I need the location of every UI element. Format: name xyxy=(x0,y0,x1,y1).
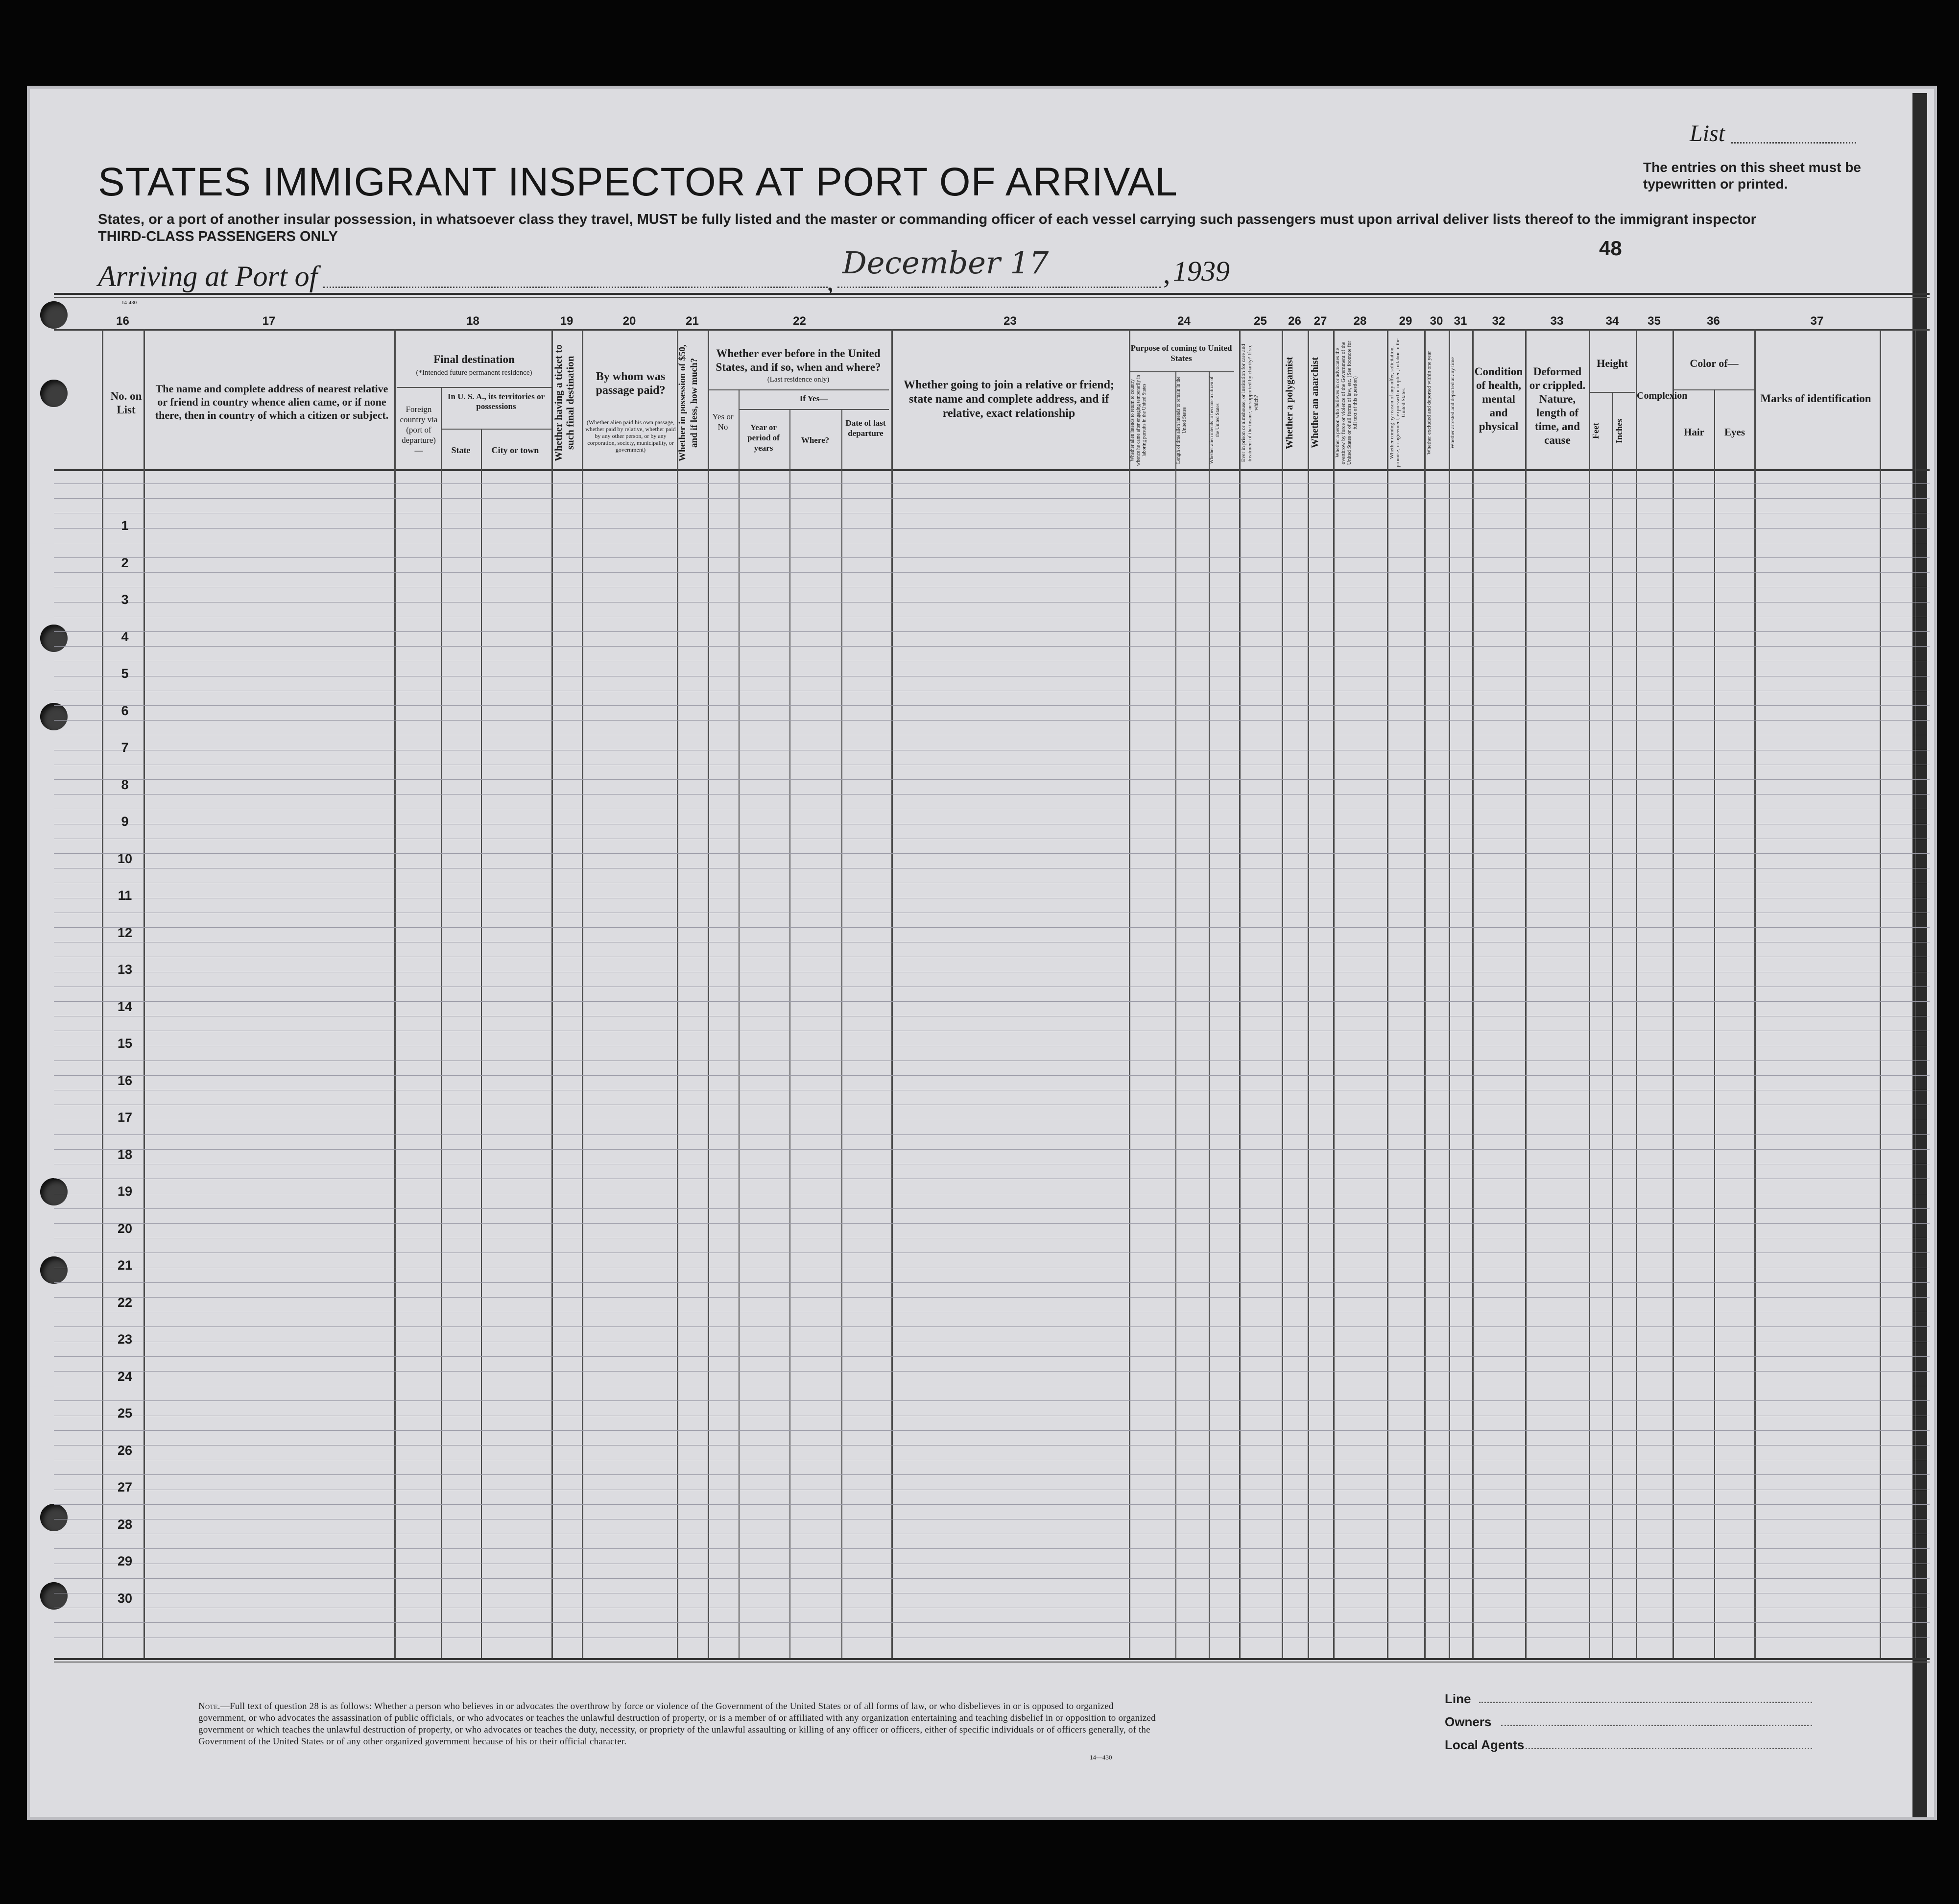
header-ever-before-us: Whether ever before in the United States, and if so, when and where? xyxy=(716,347,881,373)
binder-hole xyxy=(40,380,68,407)
column-number: 18 xyxy=(466,314,479,328)
header-excluded: Whether excluded and deported within one year xyxy=(1426,351,1432,455)
owners-label: Owners xyxy=(1445,1714,1492,1729)
header-possession-50: Whether in possession of $50, and if less, how much? xyxy=(677,344,699,461)
column-number: 37 xyxy=(1810,314,1824,328)
header-join-relative: Whether going to join a relative or friend; state name and complete address, and if relative, exact relationship xyxy=(904,379,1114,420)
column-number: 28 xyxy=(1353,314,1367,328)
header-in-usa: In U. S. A., its territories or possessions xyxy=(447,392,545,411)
row-number: 7 xyxy=(121,740,129,755)
header-purpose-citizen: Whether alien intends to become a citizen of the United States xyxy=(1209,376,1220,464)
header-passage-paid: By whom was passage paid? xyxy=(596,370,666,397)
line-label: Line xyxy=(1445,1691,1471,1706)
row-number: 11 xyxy=(118,888,132,903)
row-number: 22 xyxy=(117,1295,133,1310)
row-number: 27 xyxy=(117,1480,133,1494)
column-number: 34 xyxy=(1605,314,1619,328)
row-number: 14 xyxy=(117,999,133,1014)
header-if-yes: If Yes— xyxy=(799,394,828,403)
row-number: 20 xyxy=(117,1221,133,1236)
form-title: STATES IMMIGRANT INSPECTOR AT PORT OF ARRIVAL xyxy=(98,160,1178,204)
row-number: 13 xyxy=(117,962,133,977)
row-number: 24 xyxy=(117,1369,133,1384)
row-number: 26 xyxy=(117,1443,133,1458)
port-field[interactable] xyxy=(323,287,828,288)
column-number: 23 xyxy=(1003,314,1017,328)
comma: , xyxy=(1163,258,1171,289)
instruction-line: States, or a port of another insular possession, in whatsoever class they travel, MUST be fully listed and the master or commanding officer of each vessel carrying such passengers must upon arrival deliver lists thereof to the immigrant inspector xyxy=(98,212,1756,227)
footnote-q28 xyxy=(198,1701,1158,1748)
page-edge-shadow xyxy=(1912,93,1927,1817)
column-number: 29 xyxy=(1399,314,1412,328)
class-line: THIRD-CLASS PASSENGERS ONLY xyxy=(98,229,338,244)
date-field-line xyxy=(837,287,1161,288)
header-no-on-list: No. on List xyxy=(110,390,142,416)
header-final-destination-note: (*Intended future permanent residence) xyxy=(416,369,532,377)
row-number: 6 xyxy=(121,703,129,718)
column-number: 35 xyxy=(1648,314,1661,328)
row-number: 12 xyxy=(117,925,133,940)
column-number: 22 xyxy=(793,314,806,328)
header-height: Height xyxy=(1597,357,1628,369)
header-passage-note: (Whether alien paid his own passage, whether paid by relative, whether paid by any other person, or by any corporation, society, municipality, or government) xyxy=(585,419,676,453)
header-final-destination: Final destination xyxy=(433,353,515,365)
column-number: 16 xyxy=(116,314,129,328)
column-number: 20 xyxy=(622,314,636,328)
header-last-residence: (Last residence only) xyxy=(767,376,830,384)
column-number: 32 xyxy=(1492,314,1505,328)
row-number: 9 xyxy=(121,814,129,829)
header-prison: Ever in prison or almshouse, or institution for care and treatment of the insane, or supported by charity? If so, which? xyxy=(1241,344,1259,462)
row-number: 23 xyxy=(117,1332,133,1347)
column-number: 19 xyxy=(560,314,573,328)
header-purpose-length: Length of time alien intends to remain in the United States xyxy=(1176,376,1187,464)
row-number: 10 xyxy=(117,851,133,866)
sheet-number: 48 xyxy=(1599,237,1622,260)
header-state: State xyxy=(451,445,471,455)
header-labor-offer: Whether coming by reason of any offer, solicitation, promise, or agreement, expressed or implied, to labor in the United States xyxy=(1389,338,1407,467)
header-purpose-return: Whether alien intends to return to country whence he came after engaging temporarily in laboring pursuits in the United States xyxy=(1130,375,1147,466)
binder-hole xyxy=(40,625,68,652)
row-number: 30 xyxy=(117,1591,133,1606)
header-health: Condition of health, mental and physical xyxy=(1474,365,1523,433)
binder-hole xyxy=(40,1256,68,1284)
header-feet: Feet xyxy=(1591,423,1601,439)
header-polygamist: Whether a polygamist xyxy=(1284,357,1295,449)
column-number: 26 xyxy=(1288,314,1301,328)
header-foreign-country: Foreign country via (port of departure)— xyxy=(400,405,438,455)
row-number: 28 xyxy=(117,1517,133,1532)
header-anarchist: Whether an anarchist xyxy=(1310,357,1320,449)
header-deformed: Deformed or crippled. Nature, length of time, and cause xyxy=(1529,365,1586,446)
row-number: 15 xyxy=(117,1036,133,1051)
binder-hole xyxy=(40,1178,68,1205)
row-number: 5 xyxy=(121,666,129,681)
binder-hole xyxy=(40,301,68,329)
column-number: 31 xyxy=(1454,314,1467,328)
header-where: Where? xyxy=(801,435,830,445)
column-number: 30 xyxy=(1430,314,1443,328)
row-number: 2 xyxy=(121,555,129,570)
header-city: City or town xyxy=(491,445,539,455)
row-number: 3 xyxy=(121,592,129,607)
row-number: 21 xyxy=(117,1258,133,1273)
header-purpose: Purpose of coming to United States xyxy=(1130,343,1232,363)
row-number: 17 xyxy=(117,1110,133,1125)
list-number-field[interactable] xyxy=(1731,142,1856,144)
row-number: 4 xyxy=(121,629,129,644)
local-agents-label: Local Agents xyxy=(1445,1737,1525,1752)
comma: , xyxy=(827,265,834,297)
arriving-label: Arriving at Port of xyxy=(98,260,318,292)
manifest-sheet xyxy=(27,86,1937,1820)
column-number: 25 xyxy=(1254,314,1267,328)
header-year-period: Year or period of years xyxy=(747,423,780,453)
local-agents-field[interactable] xyxy=(1526,1748,1812,1749)
row-number: 8 xyxy=(121,777,129,792)
footnote-lead: Note. xyxy=(198,1701,220,1711)
owners-field[interactable] xyxy=(1501,1725,1812,1726)
header-inches: Inches xyxy=(1614,419,1624,444)
column-number: 27 xyxy=(1314,314,1327,328)
column-number: 36 xyxy=(1707,314,1720,328)
row-number: 19 xyxy=(117,1184,133,1199)
row-number: 25 xyxy=(117,1406,133,1421)
binder-hole xyxy=(40,703,68,730)
footnote-text: —Full text of question 28 is as follows: Whether a person who believes in or advocates the overthrow by force or violence of the Government of the United States or of all forms of law, or who disbelieves in or is opposed to organized government, or who advocates the assassination of public officials, or who advocates or teaches the unlawful destruction of property, or is a member of or affiliated with any organization entertaining and teaching disbelief in or opposition to organized government or which teaches the unlawful destruction of property, or who advocates or teaches the duty, necessity, or propriety of the unlawful assaulting or killing of any officer or officers, either of specific individuals or of officers generally, of the Government of the United States or of any other organized government because of his or their official character. xyxy=(198,1701,1156,1747)
header-eyes: Eyes xyxy=(1724,426,1745,438)
column-number: 17 xyxy=(262,314,276,328)
arrival-year: 1939 xyxy=(1173,255,1230,287)
header-date-last-departure: Date of last departure xyxy=(845,418,886,438)
line-field[interactable] xyxy=(1479,1702,1812,1703)
column-number: 24 xyxy=(1177,314,1191,328)
column-number: 33 xyxy=(1550,314,1564,328)
header-color-of: Color of— xyxy=(1690,357,1739,369)
header-arrested: Whether arrested and deported at any time xyxy=(1450,357,1456,449)
row-number: 29 xyxy=(117,1554,133,1568)
binder-hole xyxy=(40,1504,68,1531)
header-yes-no: Yes or No xyxy=(712,412,734,432)
list-label: List xyxy=(1690,121,1725,146)
header-nearest-relative: The name and complete address of nearest relative or friend in country whence alien came, or if none there, then in country of which a citizen or subject. xyxy=(155,383,389,421)
header-q28: Whether a person who believes in or advocates the overthrow by force or violence of the Government of the United States or of all forms of law, etc. (See footnote for full text of this question) xyxy=(1335,340,1358,465)
binder-hole xyxy=(40,1582,68,1610)
typewritten-note: The entries on this sheet must be typewritten or printed. xyxy=(1643,160,1861,192)
column-number: 21 xyxy=(686,314,699,328)
header-ticket: Whether having a ticket to such final destination xyxy=(552,344,576,461)
form-code: 14-430 xyxy=(121,300,137,306)
header-marks-identification: Marks of identification xyxy=(1760,392,1871,405)
row-number: 1 xyxy=(121,518,129,533)
row-number: 18 xyxy=(117,1147,133,1162)
footer-form-code: 14—430 xyxy=(1090,1754,1112,1761)
header-complexion: Complexion xyxy=(1637,390,1688,401)
arrival-date: December 17 xyxy=(842,245,1049,281)
row-number: 16 xyxy=(117,1073,133,1088)
header-hair: Hair xyxy=(1684,426,1704,438)
